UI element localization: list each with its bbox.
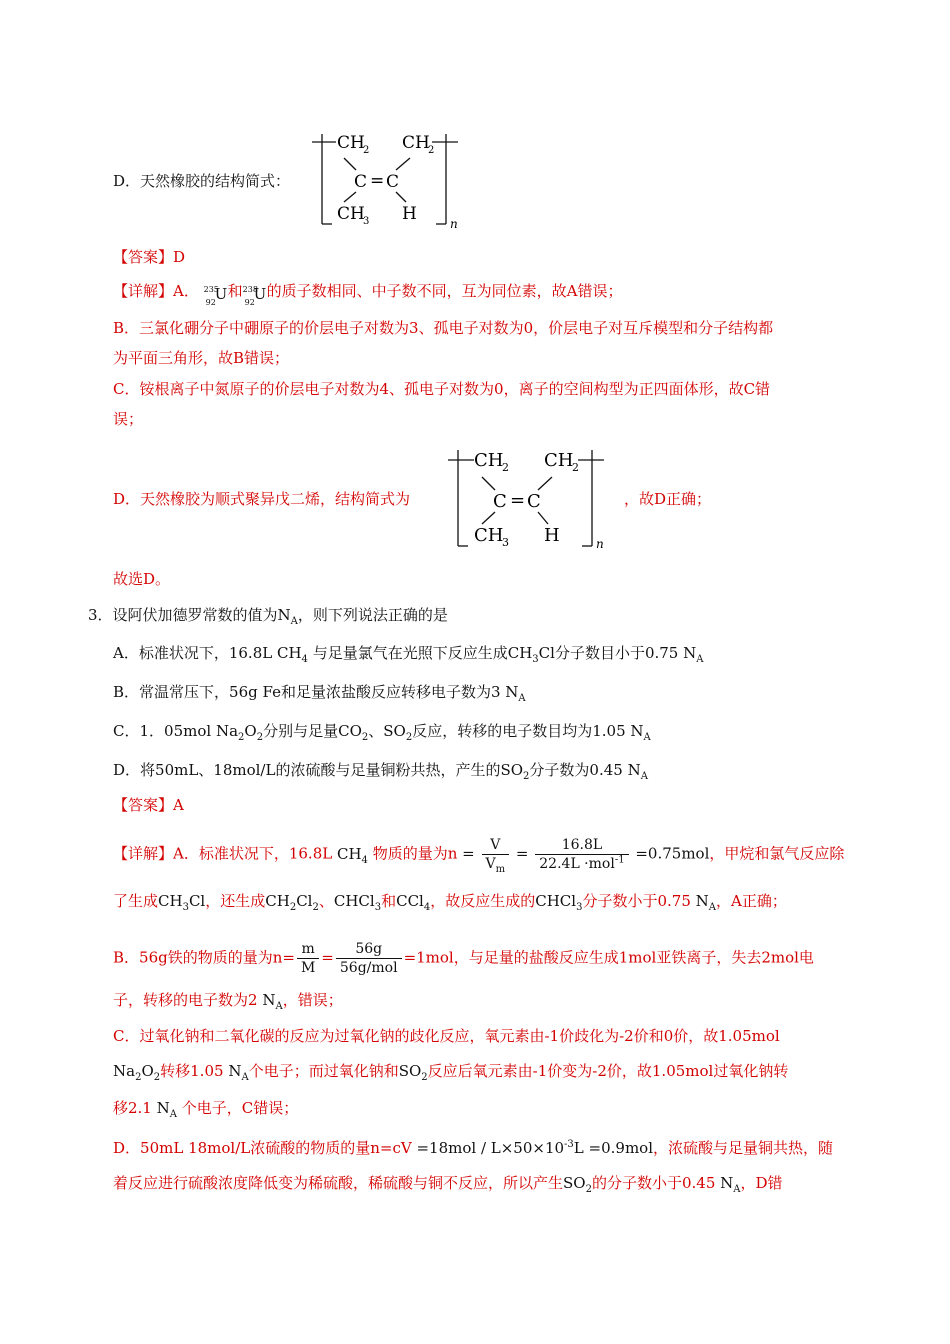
frac2-den [535,855,628,873]
na-symbol-wrap [695,892,717,913]
na-symbol-wrap [156,1099,177,1120]
struct1-c-left: C [354,172,368,192]
q3-optD-pre: D．将50mL、18mol/L的浓硫酸与足量铜粉共热，产生的 [113,761,501,779]
q3-stem-pre: 3．设阿伏加德罗常数的值为 [88,606,278,624]
na2o2-sub2: 2 [153,1072,161,1083]
na-symbol: N [262,991,276,1009]
ch3cl-formula-2 [158,892,206,913]
and-word: 和 [381,892,397,910]
q3-dD1-eq2: L =0.9mol [573,1139,654,1157]
so2-formula-wrap [563,1174,592,1195]
iso1-mass: 235 [203,285,219,294]
q3-dC2-mid2: 个电子；而过氧化钠和 [248,1062,399,1080]
q3-detail-a-1 [113,836,844,873]
struct1-n: n [450,217,458,228]
struct2-n: n [596,537,604,551]
frac1-den-sub: m [495,863,506,875]
iso2-mass: 238 [242,285,258,294]
q3-option-a [113,642,703,664]
iso1-symbol: U [214,285,228,303]
iso2-symbol: U [253,285,267,303]
chcl3-text: CHCl [333,892,375,910]
ch4-c: CH [336,844,362,863]
struct1-ch2-right: CH [402,133,430,153]
ch2cl2-c: CH [265,892,290,910]
q3-optC-sep: 、 [368,722,384,740]
ch3cl-sub: 3 [532,654,539,665]
q2-detail-a [113,280,623,307]
so2-formula: SO [383,722,406,740]
na-symbol: N [277,606,291,624]
q3-detail-b-2 [113,989,343,1011]
q3-dA2-mid2: ，故反应生成的 [430,892,536,910]
ch4-formula-2 [336,844,368,866]
struct1-h: H [402,204,417,224]
ch2cl2-formula [265,892,319,913]
na2o2-sub1: 2 [135,1072,142,1083]
q3-dA1-mid: 物质的量为n [372,844,458,863]
q3-optA-post: 分子数目小于0.75 [554,644,679,662]
q3-dA2-pre: 了生成 [113,892,159,910]
ch3cl-cl: Cl [188,892,206,910]
q3-stem [88,604,448,626]
chcl3-formula-2 [535,892,583,913]
q3-dA2-post: 分子数小于0.75 [582,892,691,910]
q3-optC-pre: C．1．05mol [113,722,212,740]
q3-option-b [113,681,526,703]
chcl3-text: CHCl [535,892,577,910]
q3-dA1-pre: 【详解】A．标准状况下，16.8L [113,844,333,863]
equals-sign: = [515,844,529,863]
na-symbol: N [695,892,709,910]
na-symbol: N [627,761,641,779]
frac2-den-sup: -1 [614,854,625,866]
struct1-double-bond: = [370,171,385,191]
struct1-ch2-left: CH [337,133,365,153]
struct2-sub3: 3 [502,536,509,549]
q3-dD1-post: ，浓硫酸与足量铜共热，随 [653,1139,834,1157]
na-sub: A [643,732,651,743]
q3-dD2-end: ，D错 [740,1174,783,1192]
q3-detail-a-2 [113,890,787,912]
na-sub: A [696,654,704,665]
sep: 、 [318,892,334,910]
na2o2-na: Na [113,1062,136,1080]
so2-sub: 2 [421,1072,428,1083]
q3-stem-post: ，则下列说法正确的是 [297,606,448,624]
struct2-h: H [544,525,560,546]
na-sub: A [169,1109,177,1120]
na2o2-na: Na [215,722,239,740]
na-symbol-wrap [720,1174,741,1195]
q3-dB2-pre: 子，转移的电子数为2 [113,991,258,1009]
q3-optC-mid: 分别与足量 [263,722,339,740]
ch4-sub: 4 [301,654,308,665]
na-sub: A [241,1072,249,1083]
q3-dC3-post: 个电子，C错误； [181,1099,299,1117]
ch2cl2-sub2: 2 [312,902,319,913]
q3-option-d [113,759,648,781]
q2-detail-d-pre: D．天然橡胶为顺式聚异戊二烯，结构简式为 [113,490,411,508]
na-symbol: N [683,644,697,662]
ccl4-formula [396,892,431,913]
equals-sign: = [321,948,334,967]
q3-dD2-post: 的分子数小于0.45 [591,1174,716,1192]
q3-optB-text: B．常温常压下，56g Fe和足量浓盐酸反应转移电子数为3 [113,683,501,701]
q2-detail-a-text: 的质子数相同、中子数不同，互为同位素，故A错误； [266,282,623,300]
co2-formula: CO [338,722,362,740]
ch4-sub: 4 [361,854,368,866]
natural-rubber-structure-1 [310,128,470,228]
struct2-ch3: CH [474,525,504,546]
na-symbol: N [630,722,644,740]
q3-option-c [113,720,651,742]
so2-sub: 2 [523,771,530,782]
ch4-formula: CH [276,644,302,662]
q3-dB1-post: =1mol，与足量的盐酸反应生成1mol亚铁离子，失去2mol电 [403,948,814,967]
ccl4-text: CCl [396,892,424,910]
struct1-sub2-right: 2 [428,145,435,156]
q3-dA1-value: =0.75mol [635,844,710,863]
q2-detail-a-label: 【详解】A． [113,282,199,300]
frac1-num: V [482,836,510,855]
struct2-c-left: C [493,491,507,512]
equals-sign: = [462,844,475,863]
q3-dD1-pre: D．50mL 18mol/L浓硫酸的物质的量n=cV [113,1139,412,1157]
iso1-z: 92 [205,298,216,307]
q3-dA2-end: ，A正确； [716,892,787,910]
so2-sub: 2 [585,1184,592,1195]
na-sub: A [708,902,717,913]
fraction-m-over-M [297,940,319,977]
na-sub: A [518,693,526,704]
ccl4-sub: 4 [423,902,431,913]
q3-dA2-mid1: ，还生成 [205,892,266,910]
struct2-ch2-left: CH [474,450,504,471]
na2o2-formula [113,1062,161,1083]
isotope-u238 [242,281,267,307]
q3-optC-post: 反应，转移的电子数目均为1.05 [412,722,626,740]
struct1-sub3: 3 [363,216,370,227]
co2-sub: 2 [361,732,369,743]
isotope-u235 [203,281,228,307]
q3-dD2-pre: 着反应进行硫酸浓度降低变为稀硫酸，稀硫酸与铜不反应，所以产生 [113,1174,564,1192]
na-symbol-wrap [262,991,283,1012]
so2-sub: 2 [405,732,413,743]
q3-dD1-eq: =18mol / L×50×10 [416,1139,565,1157]
frac1-den [482,855,510,873]
fracB2-num: 56g [336,940,402,959]
q3-dD1-formula [416,1139,653,1157]
na-symbol: N [720,1174,734,1192]
frac1-den-v: V [485,856,496,872]
na-symbol: N [505,683,519,701]
q2-detail-b-2: 为平面三角形，故B错误； [113,349,290,367]
q3-answer: 【答案】A [113,796,184,814]
frac2-num: 16.8L [535,836,628,855]
frac2-den-text: 22.4L ·mol [539,856,615,872]
so2-formula: SO [500,761,524,779]
chcl3-sub: 3 [374,902,382,913]
q3-detail-c-1: C．过氧化钠和二氧化碳的反应为过氧化钠的歧化反应，氧元素由-1价歧化为-2价和0价，故1.05mol [113,1027,780,1045]
struct2-sub2-right: 2 [572,461,579,474]
q3-dB1-pre: B．56g铁的物质的量为n= [113,948,295,967]
na2o2-sub1: 2 [238,732,245,743]
struct1-ch3: CH [337,204,365,224]
struct2-double-bond: = [510,490,526,511]
na-sub: A [290,616,298,627]
fraction-56g [336,940,402,977]
ch3cl-sub: 3 [182,902,189,913]
struct2-ch2-right: CH [544,450,574,471]
q3-dB2-post: ，错误； [282,991,343,1009]
so2-formula: SO [563,1174,586,1192]
so2-formula-wrap [398,1062,428,1083]
chcl3-formula [333,892,382,913]
chcl3-sub: 3 [576,902,583,913]
q3-dA1-post: ，甲烷和氯气反应除 [709,844,845,863]
q2-detail-c-1: C．铵根离子中氮原子的价层电子对数为4、孤电子对数为0，离子的空间构型为正四面体形，故C错 [113,380,771,398]
so2-formula: SO [398,1062,422,1080]
na-symbol: N [228,1062,242,1080]
struct2-sub2-left: 2 [502,461,509,474]
q2-option-d-text: D．天然橡胶的结构简式： [113,172,291,190]
q2-detail-c-2: 误； [113,410,144,428]
iso2-z: 92 [244,298,255,307]
q3-optD-post: 分子数为0.45 [529,761,623,779]
fracB1-den: M [300,960,316,976]
fraction-v-over-vm [482,836,510,873]
na-symbol: N [156,1099,170,1117]
struct2-c-right: C [527,491,541,512]
struct1-c-right: C [386,172,400,192]
q2-detail-b-1: B．三氯化硼分子中硼原子的价层电子对数为3、孤电子对数为0，价层电子对互斥模型和分子结构都 [113,319,774,337]
q3-dD1-sup: -3 [564,1139,574,1150]
q3-detail-c-2 [113,1060,788,1082]
ch3cl-formula: CH [507,644,533,662]
struct1-sub2-left: 2 [363,145,370,156]
natural-rubber-structure-2 [446,444,616,552]
na-symbol-wrap [228,1062,249,1083]
q3-detail-b-1 [113,940,814,977]
q3-optA-mid: 与足量氯气在光照下反应生成 [312,644,508,662]
q2-answer: 【答案】D [113,248,186,266]
ch2cl2-sub1: 2 [289,902,297,913]
fracB2-den: 56g/mol [339,960,398,976]
q2-option-d [113,170,290,192]
na-sub: A [275,1001,283,1012]
q3-detail-c-3 [113,1097,298,1119]
q2-conclusion: 故选D。 [113,570,171,588]
q3-dC3-pre: 移2.1 [113,1099,152,1117]
iso-join: 和 [227,282,243,300]
fracB1-num: m [297,940,319,959]
ch3cl-c: CH [158,892,183,910]
na2o2-o: O [244,722,257,740]
ch2cl2-cl: Cl [296,892,313,910]
q3-dC2-mid1: 转移1.05 [160,1062,224,1080]
fraction-molar-volume [535,836,628,873]
na2o2-o: O [141,1062,154,1080]
q3-detail-d-2 [113,1172,783,1194]
na-sub: A [733,1184,741,1195]
na-sub: A [640,771,648,782]
q2-detail-d-post: ，故D正确； [624,490,712,508]
na2o2-sub2: 2 [256,732,264,743]
q3-optA-pre: A．标准状况下，16.8L [113,644,273,662]
ch3cl-cl: Cl [538,644,555,662]
q3-dC2-post: 反应后氧元素由-1价变为-2价，故1.05mol过氧化钠转 [427,1062,789,1080]
q3-detail-d-1 [113,1137,833,1159]
